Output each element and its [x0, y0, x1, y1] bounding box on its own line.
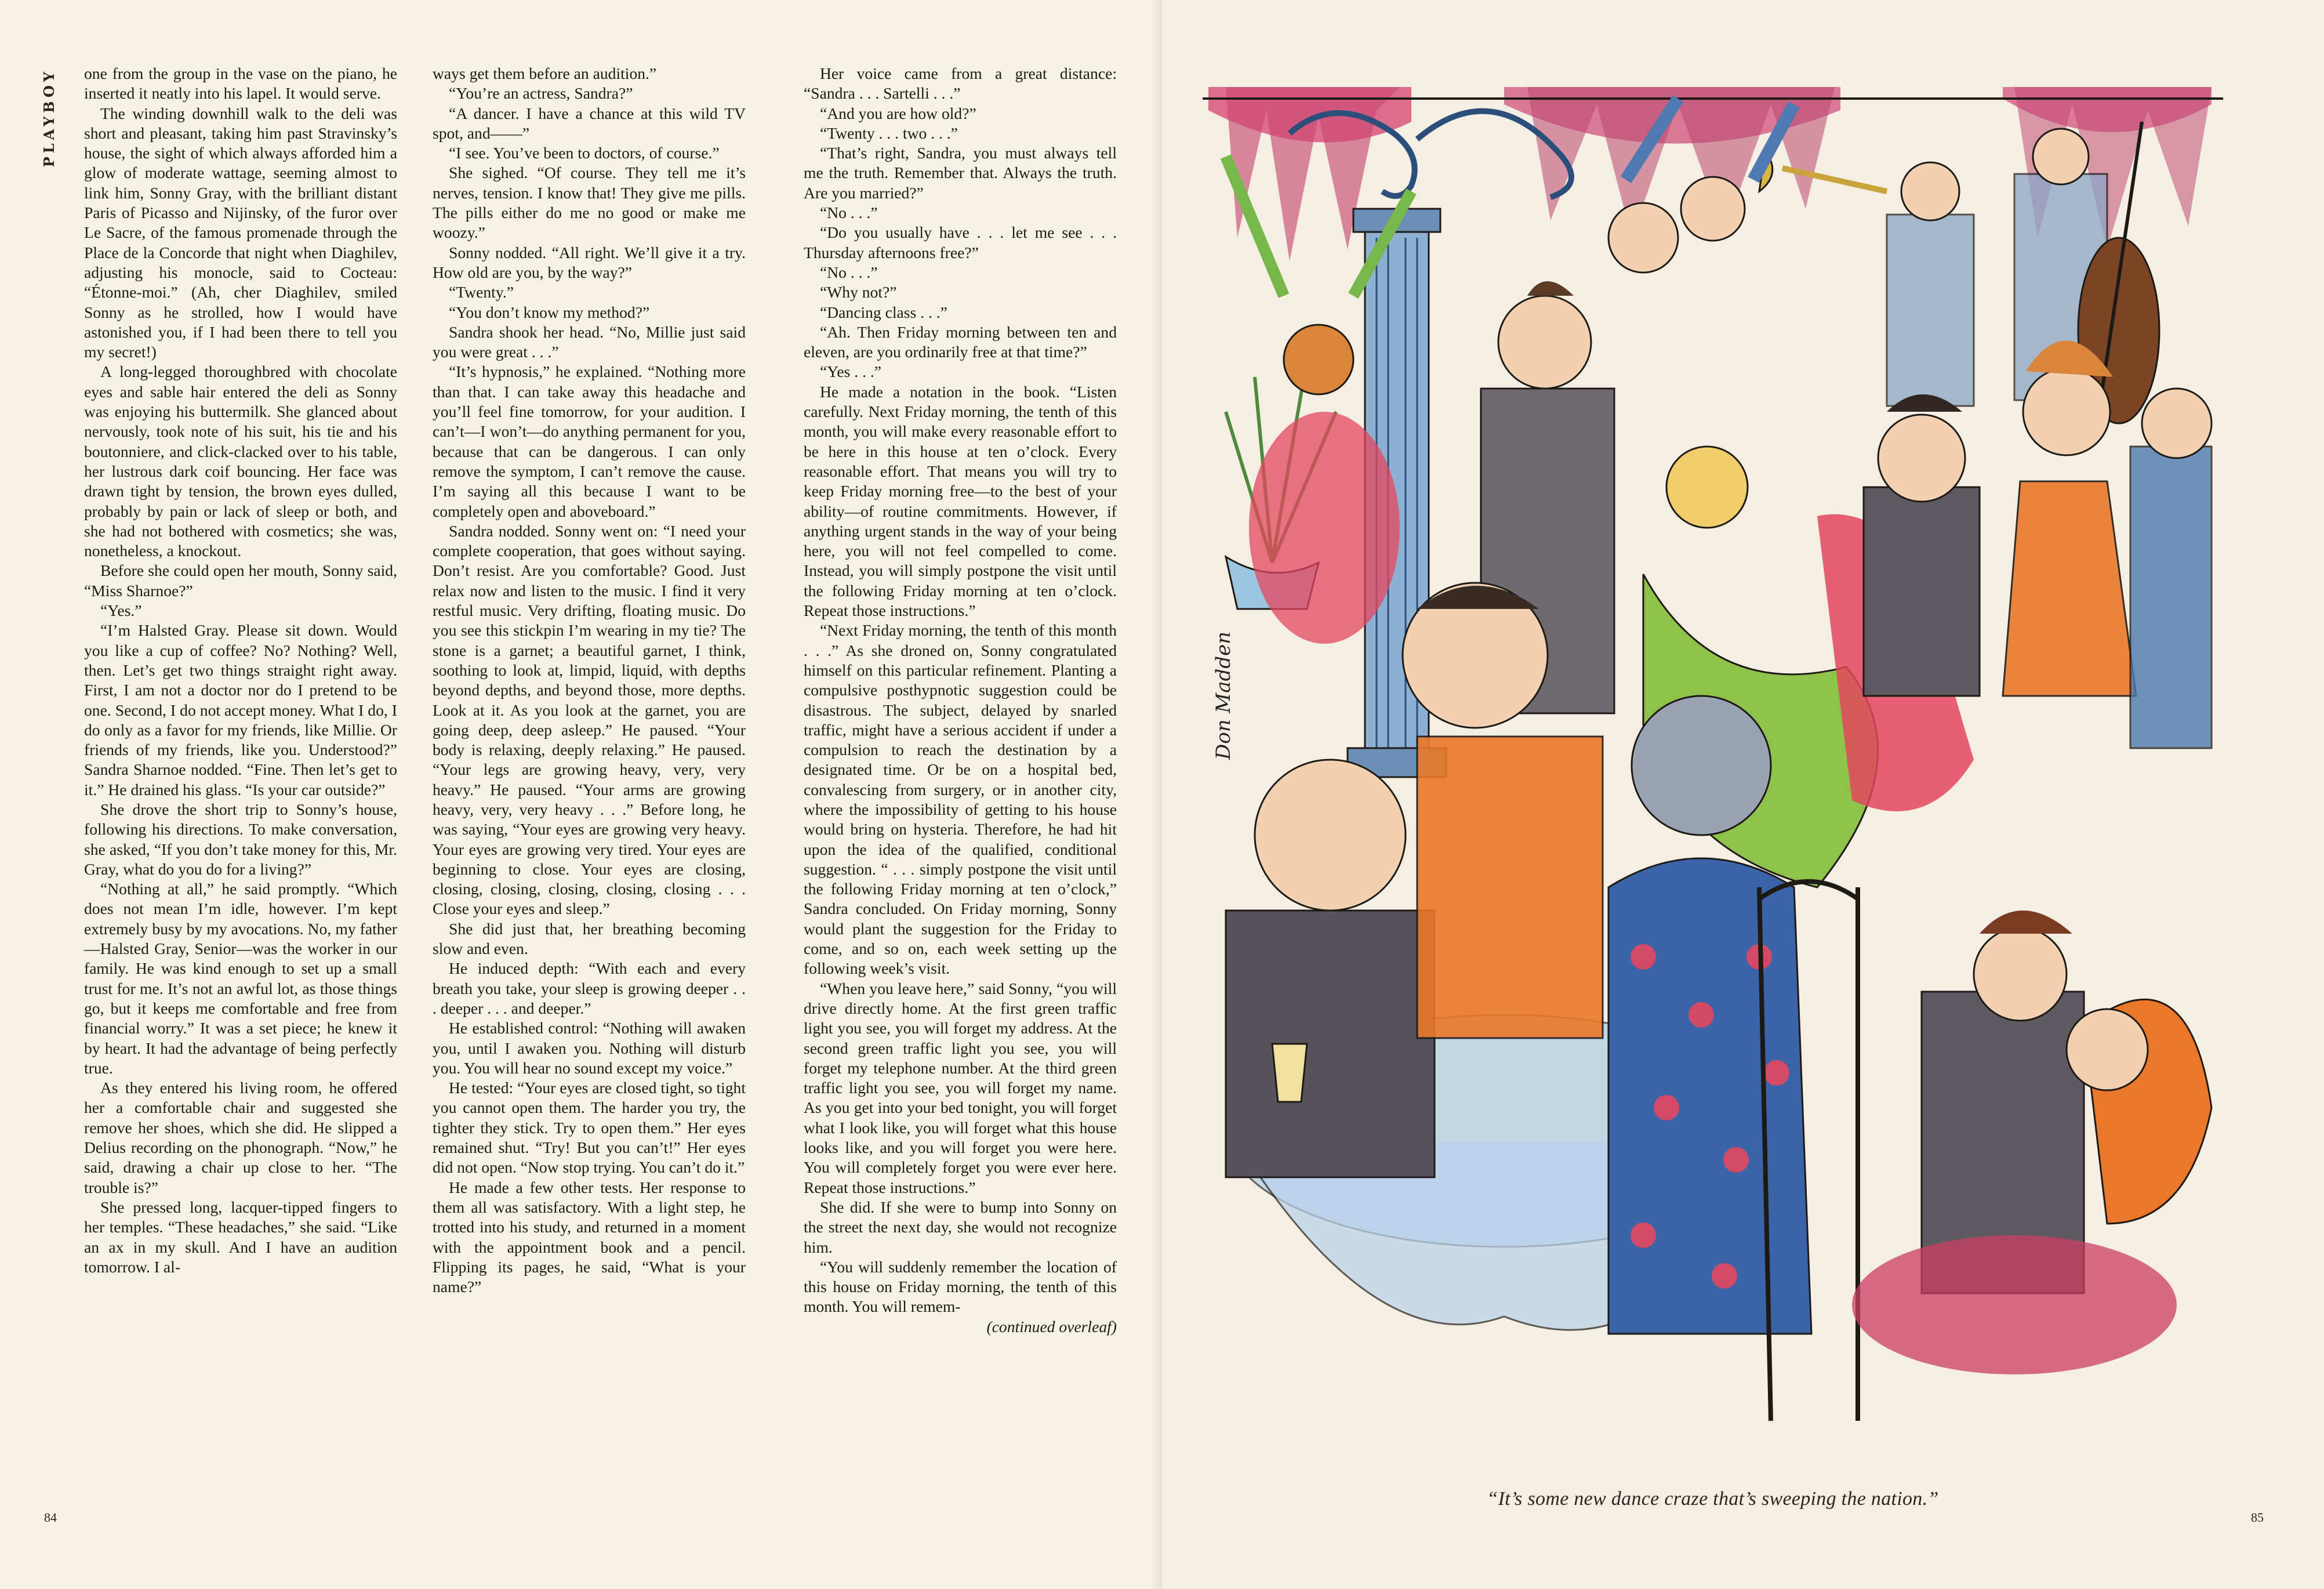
running-head: PLAYBOY — [41, 68, 57, 168]
illustration-caption: “It’s some new dance craze that’s sweeping the nation.” — [1487, 1488, 1939, 1510]
paragraph: Her voice came from a great distance: “Sandra . . . Sartelli . . .” — [804, 64, 1117, 103]
paragraph: ways get them before an audition.” — [433, 64, 657, 82]
paragraph: The winding downhill walk to the deli was short and pleasant, taking him past Stravinsky’s house, the sight of which always afforded him a glow of moderate wattage, seeming almost to link him, Sonny Gray, with the brilliant distant Paris of Picasso and Nijinsky, of the furor over Le Sacre, of the famous promenade through the Place de la Concorde that night when Diaghilev, adjusting his monocle, said to Cocteau: “Étonne-moi.” (Ah, cher Diaghilev, smiled Sonny as he strolled, how I would have astonished you, if I had been there to tell you my secret!) — [84, 104, 397, 361]
nightclub-dance-scene — [1203, 87, 2223, 1456]
text-column-1 — [84, 64, 397, 1277]
paragraph: “Next Friday morning, the tenth of this month . . .” As she droned on, Sonny congratulated himself on this particular refinement. Planting a compulsive posthypnotic suggestion could be disastrous. The subject, delayed by snarled traffic, might have a serious accident if under a compulsion to reach the destination by a designated time. Or be on a hospital bed, convalescing from surgery, or in another city, where the impossibility of getting to his house would bring on hysteria. Therefore, he had hit upon the idea of the qualified, conditional suggestion. “ . . . simply postpone the visit until the following Friday morning at ten o’clock,” Sandra concluded. On Friday morning, Sonny would plant the suggestion for the Friday to come, and so on, each week setting up the following week’s visit. — [804, 621, 1117, 978]
paragraph: “No . . .” — [820, 263, 878, 281]
paragraph: Sonny nodded. “All right. We’ll give it a try. How old are you, by the way?” — [433, 243, 746, 281]
paragraph: A long-legged thoroughbred with chocolate eyes and sable hair entered the deli as Sonny was enjoying his buttermilk. She glanced about nervously, took note of his suit, his tie and his boutonniere, and click-clacked over to his table, her lustrous dark coif bouncing. Her face was drawn tight by tension, the brown eyes dulled, probably by pain or lack of sleep or both, and she had not bothered with cosmetics; she was, nonetheless, a knockout. — [84, 362, 397, 560]
paragraph: “And you are how old?” — [820, 104, 976, 122]
paragraph: He made a few other tests. Her response to them all was satisfactory. With a light step, he trotted into his study, and returned in a moment with the appointment book and a pencil. Flipping its pages, he said, “What is your name?” — [433, 1178, 746, 1296]
paragraph: She pressed long, lacquer-tipped fingers to her temples. “These headaches,” she said. “Like an ax in my skull. And I have an audition tomorrow. I al- — [84, 1198, 397, 1276]
paragraph: He tested: “Your eyes are closed tight, so tight you cannot open them. The harder you try, the tighter they stick. Try to open them.” Her eyes remained shut. “Try! But you can’t!” Her eyes did not open. “Now stop trying. You can’t do it.” — [433, 1079, 746, 1177]
artist-signature: Don Madden — [1212, 631, 1235, 760]
paragraph: one from the group in the vase on the piano, he inserted it neatly into his lapel. It would serve. — [84, 64, 397, 103]
paragraph: “Twenty . . . two . . .” — [820, 124, 958, 142]
paragraph: “Dancing class . . .” — [820, 303, 947, 321]
page-number-right: 85 — [2251, 1510, 2264, 1525]
paragraph: “That’s right, Sandra, you must always tell me the truth. Remember that. Always the truth. Are you married?” — [804, 144, 1117, 202]
paragraph: “Yes . . .” — [820, 362, 882, 381]
page-number-left: 84 — [44, 1510, 57, 1525]
paragraph: “Do you usually have . . . let me see . . . Thursday afternoons free?” — [804, 223, 1117, 262]
paragraph: Sandra shook her head. “No, Millie just said you were great . . .” — [433, 322, 746, 361]
paragraph: “Nothing at all,” he said promptly. “Which does not mean I’m idle, however. I’m kept extremely busy by my avocations. No, my father—Halsted Gray, Senior—was the worker in our family. He was kind enough to set up a small trust for me. It’s not an awful lot, as those things go, but it keeps me comfortable and free from financial worry.” It was a set piece; he knew it by heart. It had the advantage of being perfectly true. — [84, 880, 397, 1077]
paragraph: He made a notation in the book. “Listen carefully. Next Friday morning, the tenth of this month, you will make every reasonable effort to be here in this house at ten o’clock. Every reasonable effort. That means you will try to keep Friday morning free—to the best of your ability—of routine commitments. However, if anything urgent stands in the way of your being here, you will not feel compelled to come. Instead, you will simply postpone the visit until the following Friday morning at ten o’clock. Repeat those instructions.” — [804, 382, 1117, 620]
paragraph: As they entered his living room, he offered her a comfortable chair and suggested she remove her shoes, which she did. He slipped a Delius recording on the phonograph. “Now,” he said, drawing a chair up close to her. “The trouble is?” — [84, 1079, 397, 1196]
paragraph: She drove the short trip to Sonny’s house, following his directions. To make conversation, she asked, “If you don’t take money for this, Mr. Gray, what do you do for a living?” — [84, 800, 397, 878]
paragraph: “You’re an actress, Sandra?” — [449, 84, 633, 103]
paragraph: “You will suddenly remember the location of this house on Friday morning, the tenth of this month. You will remem- — [804, 1257, 1117, 1316]
paragraph: “You don’t know my method?” — [449, 303, 650, 321]
cartoon-illustration — [1203, 87, 2223, 1456]
paragraph: Sandra nodded. Sonny went on: “I need your complete cooperation, that goes without saying. Don’t resist. Are you comfortable? Good. Just relax now and listen to the music. I find it very restful music. Very drifting, floating music. Do you see this stickpin I’m wearing in my tie? The stone is a garnet; a beautiful garnet, I think, soothing to look at, limpid, liquid, with depths beyond depths, and beyond those, more depths. Look at it. As you look at the garnet, you are going deep, deep asleep.” He paused. “Your body is relaxing, deeply relaxing.” He paused. “Your legs are growing heavy, very, very heavy.” He paused. “Your arms are growing heavy, very, very heavy . . .” Before long, he was saying, “Your eyes are growing very heavy. Your eyes are growing very tired. Your eyes are beginning to close. Your eyes are closing, closing, closing, closing, closing, closing . . . Close your eyes and sleep.” — [433, 521, 746, 918]
paragraph: “Ah. Then Friday morning between ten and eleven, are you ordinarily free at that time?” — [804, 322, 1117, 361]
paragraph: “When you leave here,” said Sonny, “you will drive directly home. At the first green traffic light you see, you will forget my address. At the second green traffic light you see, you will forget my telephone number. At the third green traffic light you see, you will forget my name. As you get into your bed tonight, you will forget what I look like, you will forget what this house looks like, and you will forget you were here. You will completely forget you were ever here. Repeat those instructions.” — [804, 979, 1117, 1196]
paragraph: “No . . .” — [820, 204, 878, 222]
paragraph: She sighed. “Of course. They tell me it’s nerves, tension. I know that! They give me pills. The pills either do me no good or make me woozy.” — [433, 164, 746, 242]
paragraph: “Twenty.” — [449, 283, 514, 302]
paragraph: Before she could open her mouth, Sonny said, “Miss Sharnoe?” — [84, 561, 397, 600]
paragraph: “I see. You’ve been to doctors, of course.” — [449, 144, 720, 162]
paragraph: “It’s hypnosis,” he explained. “Nothing more than that. I can take away this headache and you’ll feel fine tomorrow, for your audition. I can’t—I won’t—do anything permanent for you, because that can be dangerous. I can only remove the symptom, I can’t remove the cause. I’m saying all this because I want to be completely open and aboveboard.” — [433, 362, 746, 520]
text-column-3 — [804, 64, 1117, 1337]
paragraph: “Why not?” — [820, 283, 897, 302]
paragraph: She did just that, her breathing becoming slow and even. — [433, 919, 746, 958]
paragraph: “Yes.” — [100, 601, 142, 620]
paragraph: “A dancer. I have a chance at this wild TV spot, and——” — [433, 104, 746, 142]
paragraph: “I’m Halsted Gray. Please sit down. Would you like a cup of coffee? No? Nothing? Well, then. Let’s get two things straight right away. First, I am not a doctor nor do I pretend to be one. Second, I do not accept money. What I do, I do only as a favor for my friends, like Millie. Or friends of my friends, like you. Understood?” Sandra Sharnoe nodded. “Fine. Then let’s get to it.” He drained his glass. “Is your car outside?” — [84, 621, 397, 799]
paragraph: She did. If she were to bump into Sonny on the street the next day, she would not recognize him. — [804, 1198, 1117, 1256]
kissing-couple — [1852, 910, 2212, 1374]
continued-note: (continued overleaf) — [986, 1317, 1117, 1336]
text-column-2 — [433, 64, 746, 1297]
paragraph: He established control: “Nothing will awaken you, until I awaken you. Nothing will disturb you. You will hear no sound except my voice.” — [433, 1019, 746, 1077]
paragraph: He induced depth: “With each and every breath you take, your sleep is growing deeper . . . deeper . . . and deeper.” — [433, 959, 746, 1017]
